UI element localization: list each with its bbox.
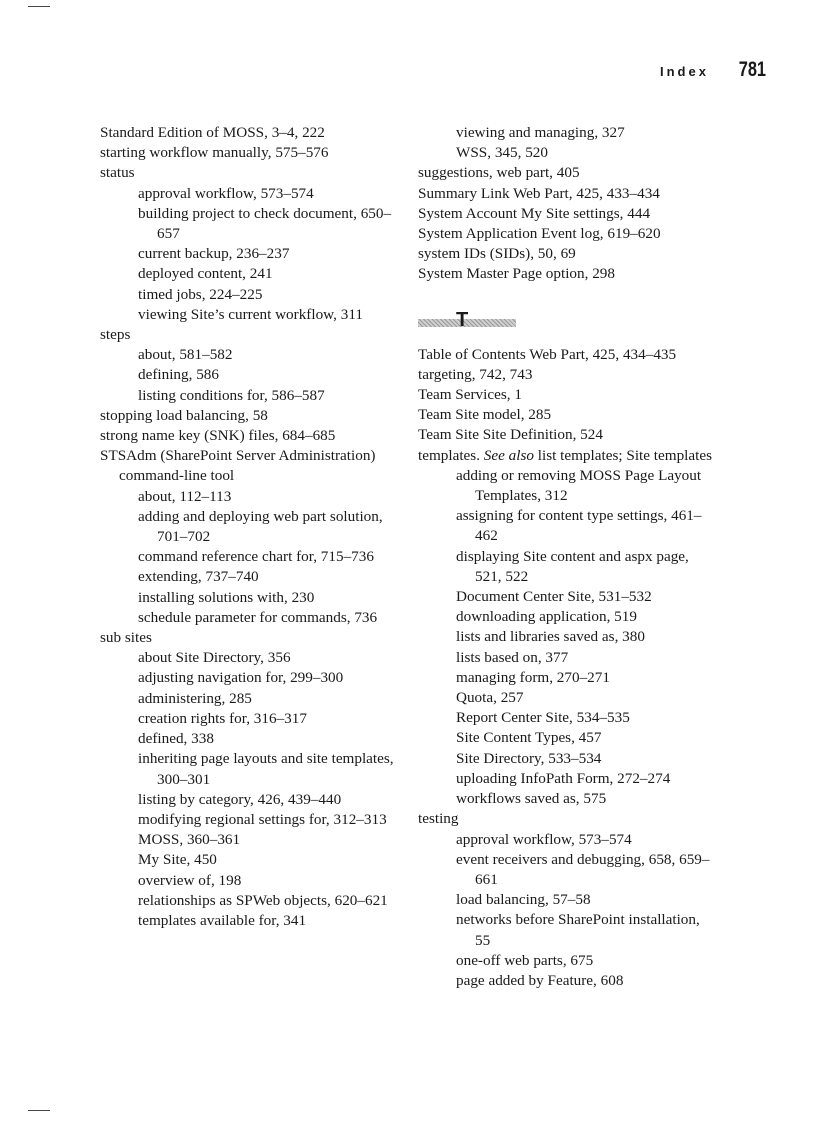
index-subentry	[100, 749, 400, 789]
index-entry	[418, 809, 718, 829]
crop-mark-bottom	[28, 1110, 50, 1111]
index-entry-text: current backup, 236–237	[138, 245, 290, 263]
index-entry-text: assigning for content type settings, 461–462	[456, 507, 702, 545]
index-subentry	[418, 728, 718, 748]
index-entry-text: uploading InfoPath Form, 272–274	[456, 769, 671, 787]
index-subentry	[100, 709, 400, 729]
index-entry-text: starting workflow manually, 575–576	[100, 144, 329, 162]
index-entry	[418, 184, 718, 204]
index-entry	[100, 163, 400, 183]
index-entry-text: testing	[418, 810, 459, 828]
index-subentry	[100, 365, 400, 385]
index-subentry	[418, 769, 718, 789]
index-entry-text: Quota, 257	[456, 689, 524, 707]
index-entries-t	[418, 345, 718, 992]
index-entry-text: listing by category, 426, 439–440	[138, 790, 342, 808]
section-label: Index	[659, 64, 709, 79]
index-entry-text: MOSS, 360–361	[138, 831, 241, 849]
index-entry	[418, 163, 718, 183]
index-entry-text: Team Services, 1	[418, 386, 522, 404]
index-subentry	[418, 688, 718, 708]
index-subentry	[418, 648, 718, 668]
index-entry-text: templates available for, 341	[138, 911, 307, 929]
index-entry-text: stopping load balancing, 58	[100, 406, 268, 424]
index-entry-text: workflows saved as, 575	[456, 790, 607, 808]
index-entry-text: suggestions, web part, 405	[418, 164, 580, 182]
index-entry-text: Site Content Types, 457	[456, 729, 602, 747]
index-subentry	[418, 708, 718, 728]
index-entry-text: command reference chart for, 715–736	[138, 548, 374, 566]
index-entry-text: timed jobs, 224–225	[138, 285, 263, 303]
index-subentry	[100, 891, 400, 911]
index-entry-text: about, 112–113	[138, 487, 232, 505]
index-subentry	[418, 627, 718, 647]
index-entry-text: Report Center Site, 534–535	[456, 709, 630, 727]
index-entry-text: STSAdm (SharePoint Server Administration) command-line tool	[100, 447, 376, 485]
index-subentry	[418, 951, 718, 971]
index-entry-text: creation rights for, 316–317	[138, 709, 307, 727]
index-subentry	[418, 143, 718, 163]
index-entries-s-continued	[418, 123, 718, 285]
index-entry	[418, 405, 718, 425]
index-subentry	[418, 749, 718, 769]
index-entry-text: about, 581–582	[138, 346, 233, 364]
index-subentry	[418, 850, 718, 890]
index-entry-text: System Account My Site settings, 444	[418, 204, 651, 222]
letter-heading	[418, 308, 718, 333]
index-subentry	[418, 587, 718, 607]
index-entry-text: downloading application, 519	[456, 608, 637, 626]
index-subentry	[100, 386, 400, 406]
running-header	[660, 58, 766, 82]
index-entry	[418, 446, 718, 466]
index-entry-text: My Site, 450	[138, 851, 217, 869]
index-entry-text: viewing Site’s current workflow, 311	[138, 305, 363, 323]
index-entry-text: defining, 586	[138, 366, 219, 384]
index-entry	[418, 244, 718, 264]
see-also-reference: See also	[483, 446, 534, 464]
see-also-target: list templates; Site templates	[537, 446, 713, 464]
index-entry-text: displaying Site content and aspx page, 521, 522	[456, 547, 689, 585]
index-subentry	[100, 244, 400, 264]
index-entry-text: defined, 338	[138, 730, 214, 748]
index-entry-text: about Site Directory, 356	[138, 649, 291, 667]
index-entry-text: schedule parameter for commands, 736	[138, 608, 378, 626]
index-subentry	[418, 607, 718, 627]
index-entry-text: lists based on, 377	[456, 648, 569, 666]
index-entry-text: approval workflow, 573–574	[456, 830, 632, 848]
index-entry-text: approval workflow, 573–574	[138, 184, 314, 202]
index-subentry	[418, 547, 718, 587]
index-entry-text: inheriting page layouts and site templates, 300–301	[138, 750, 394, 788]
index-entry-text: Table of Contents Web Part, 425, 434–435	[418, 345, 677, 363]
index-entry-text: overview of, 198	[138, 871, 242, 889]
index-entry-text: networks before SharePoint installation, 55	[456, 911, 700, 949]
index-entry-text: adding or removing MOSS Page Layout Templates, 312	[456, 466, 702, 505]
index-entry-text: managing form, 270–271	[456, 668, 610, 686]
index-entry-text: system IDs (SIDs), 50, 69	[418, 245, 576, 263]
index-entry	[418, 204, 718, 224]
index-entry-text: strong name key (SNK) files, 684–685	[100, 427, 336, 445]
index-entry-text: extending, 737–740	[138, 568, 259, 586]
index-subentry	[100, 345, 400, 365]
index-subentry	[100, 871, 400, 891]
index-subentry	[100, 810, 400, 830]
index-subentry	[100, 487, 400, 507]
index-entry-text: sub sites	[100, 629, 152, 647]
index-column-left	[100, 123, 400, 931]
index-entry-text: modifying regional settings for, 312–313	[138, 810, 387, 828]
index-entry-text: status	[100, 164, 135, 182]
index-entry-text: targeting, 742, 743	[418, 365, 533, 383]
index-entry-text: deployed content, 241	[138, 265, 273, 283]
index-entry	[418, 425, 718, 445]
index-entry-text: Summary Link Web Part, 425, 433–434	[418, 184, 660, 202]
index-entry	[100, 426, 400, 446]
index-subentry	[100, 790, 400, 810]
index-subentry	[418, 506, 718, 546]
index-entry-text: System Application Event log, 619–620	[418, 225, 661, 243]
index-subentry	[100, 911, 400, 931]
index-entry	[418, 385, 718, 405]
index-entry	[418, 345, 718, 365]
index-subentry	[100, 668, 400, 688]
index-entry-text: one-off web parts, 675	[456, 951, 594, 969]
index-entry-text: adding and deploying web part solution, 701–702	[138, 507, 383, 546]
index-subentry	[100, 648, 400, 668]
index-entry-text: adjusting navigation for, 299–300	[138, 669, 344, 687]
index-entry-text: load balancing, 57–58	[456, 891, 591, 909]
crop-mark-top	[28, 6, 50, 7]
index-subentry	[100, 567, 400, 587]
index-entry-text: Team Site model, 285	[418, 406, 552, 424]
index-entry-text: administering, 285	[138, 689, 252, 707]
index-entry-text: Site Directory, 533–534	[456, 749, 602, 767]
index-entry	[100, 143, 400, 163]
index-subentry	[100, 305, 400, 325]
index-entry	[100, 446, 400, 486]
index-entry-text: viewing and managing, 327	[456, 124, 625, 141]
index-subentry	[100, 608, 400, 628]
index-entry	[100, 123, 400, 143]
index-subentry	[100, 689, 400, 709]
letter-heading-letter: T	[456, 308, 469, 331]
index-subentry	[100, 184, 400, 204]
index-entry-text: Team Site Site Definition, 524	[418, 426, 603, 444]
index-subentry	[100, 830, 400, 850]
index-subentry	[418, 668, 718, 688]
index-entry	[418, 264, 718, 284]
index-subentry	[418, 971, 718, 991]
index-subentry	[418, 910, 718, 950]
index-subentry	[100, 507, 400, 547]
index-subentry	[100, 547, 400, 567]
index-subentry	[100, 264, 400, 284]
index-subentry	[100, 285, 400, 305]
index-entry	[100, 406, 400, 426]
index-entry-text: WSS, 345, 520	[456, 144, 548, 162]
index-subentry	[418, 123, 718, 143]
index-entry-text: Standard Edition of MOSS, 3–4, 222	[100, 124, 325, 141]
index-entry-text: templates.	[418, 446, 480, 464]
index-subentry	[418, 890, 718, 910]
index-subentry	[418, 466, 718, 506]
index-entry	[418, 365, 718, 385]
index-subentry	[100, 850, 400, 870]
index-entry	[418, 224, 718, 244]
index-entry-text: listing conditions for, 586–587	[138, 386, 325, 404]
index-entry	[100, 325, 400, 345]
index-entry-text: System Master Page option, 298	[418, 265, 615, 283]
index-subentry	[100, 729, 400, 749]
index-entry-text: page added by Feature, 608	[456, 971, 624, 989]
index-entry-text: event receivers and debugging, 658, 659–661	[456, 850, 710, 888]
index-entry-text: installing solutions with, 230	[138, 588, 315, 606]
index-subentry	[100, 204, 400, 244]
index-subentry	[100, 588, 400, 608]
index-entry-text: building project to check document, 650–657	[138, 204, 392, 243]
index-column-right	[418, 123, 718, 991]
index-subentry	[418, 830, 718, 850]
index-entry-text: relationships as SPWeb objects, 620–621	[138, 891, 388, 909]
index-entry-text: lists and libraries saved as, 380	[456, 628, 645, 646]
index-entry-text: Document Center Site, 531–532	[456, 588, 652, 606]
index-entry	[100, 628, 400, 648]
index-entry-text: steps	[100, 326, 131, 344]
index-subentry	[418, 789, 718, 809]
page-number: 781	[738, 58, 766, 81]
